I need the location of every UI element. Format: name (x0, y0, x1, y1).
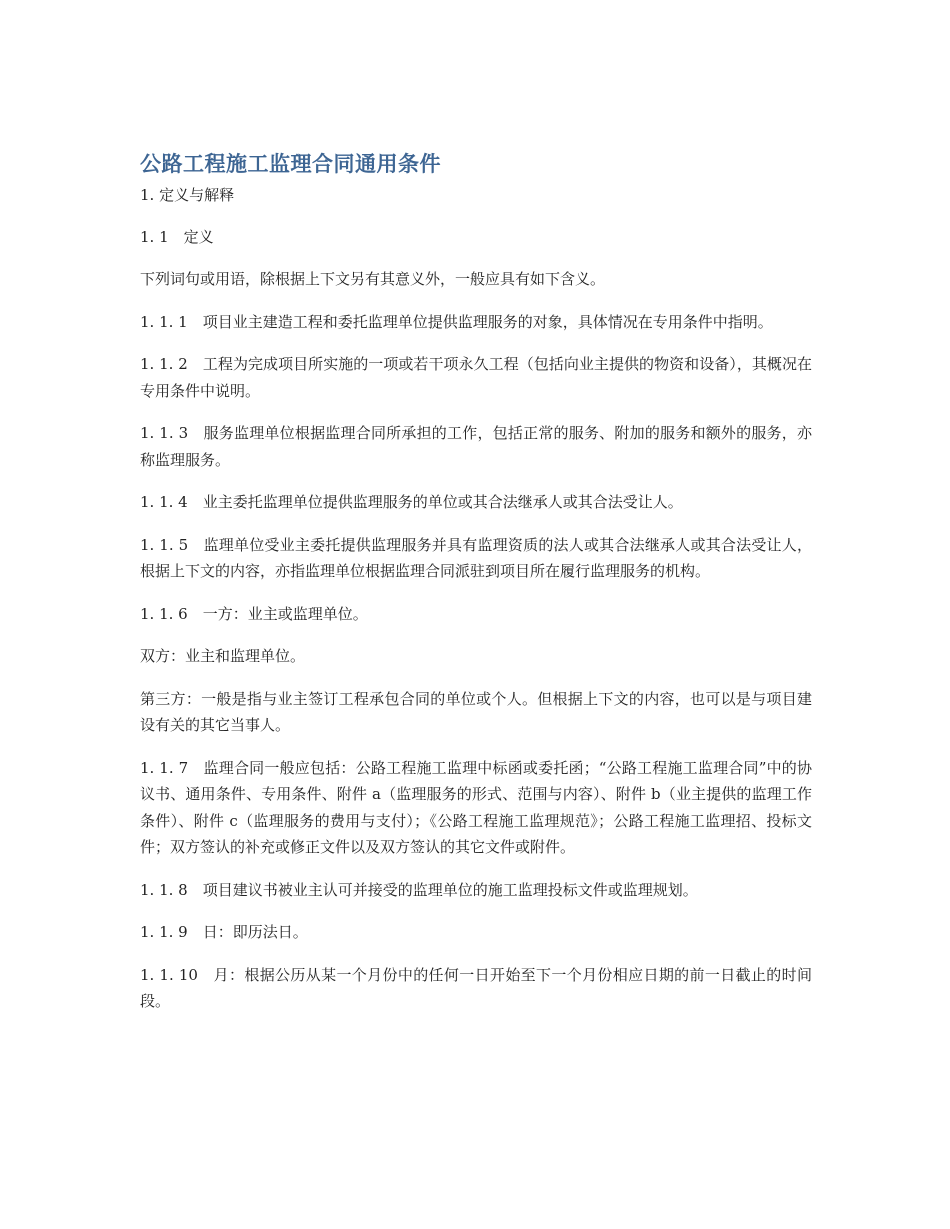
clause-1-1-8: 1. 1. 8 项目建议书被业主认可并接受的监理单位的施工监理投标文件或监理规划。 (140, 880, 698, 899)
clause-1-1-6: 1. 1. 6 一方：业主或监理单位。 (140, 604, 368, 623)
clause-1-1-2: 1. 1. 2 工程为完成项目所实施的一项或若干项永久工程（包括向业主提供的物资和设备），其概况在专用条件中说明。 (140, 355, 812, 400)
section-heading: 1. 定义与解释 (140, 186, 235, 204)
clause-1-1-3: 1. 1. 3 服务监理单位根据监理合同所承担的工作，包括正常的服务、附加的服务和额外的服务，亦称监理服务。 (140, 424, 812, 469)
clause-1-1-10: 1. 1. 10 月：根据公历从某一个月份中的任何一日开始至下一个月份相应日期的前一日截止的时间段。 (140, 965, 812, 1010)
clause-both-parties: 双方：业主和监理单位。 (140, 647, 306, 665)
subsection-heading: 1. 1 定义 (140, 227, 214, 246)
clause-1-1-4: 1. 1. 4 业主委托监理单位提供监理服务的单位或其合法继承人或其合法受让人。 (140, 493, 683, 511)
document-title: 公路工程施工监理合同通用条件 (140, 152, 441, 176)
clause-1-1-1: 1. 1. 1 项目业主建造工程和委托监理单位提供监理服务的对象，具体情况在专用条件中指明。 (140, 312, 773, 331)
clause-1-1-5: 1. 1. 5 监理单位受业主委托提供监理服务并具有监理资质的法人或其合法继承人或其合法受让人，根据上下文的内容，亦指监理单位根据监理合同派驻到项目所在履行监理服务的机构。 (140, 535, 812, 580)
clause-1-1-7: 1. 1. 7 监理合同一般应包括：公路工程施工监理中标函或委托函；“公路工程施工监理合同”中的协议书、通用条件、专用条件、附件 a（监理服务的形式、范围与内容）、附件 b（业主提供的监理工作条件）、附件 c（监理服务的费用与支付）；《公路工程施工监理规范》；公路工程施工监理招、投标文件；双方签认的补充或修正文件以及双方签认的其它文件或附件。 (140, 758, 812, 856)
clause-1-1-9: 1. 1. 9 日：即历法日。 (140, 923, 308, 941)
document-page (140, 150, 812, 1031)
clause-third-party: 第三方：一般是指与业主签订工程承包合同的单位或个人。但根据上下文的内容，也可以是与项目建设有关的其它当事人。 (140, 689, 812, 734)
intro-paragraph: 下列词句或用语，除根据上下文另有其意义外，一般应具有如下含义。 (140, 270, 606, 288)
